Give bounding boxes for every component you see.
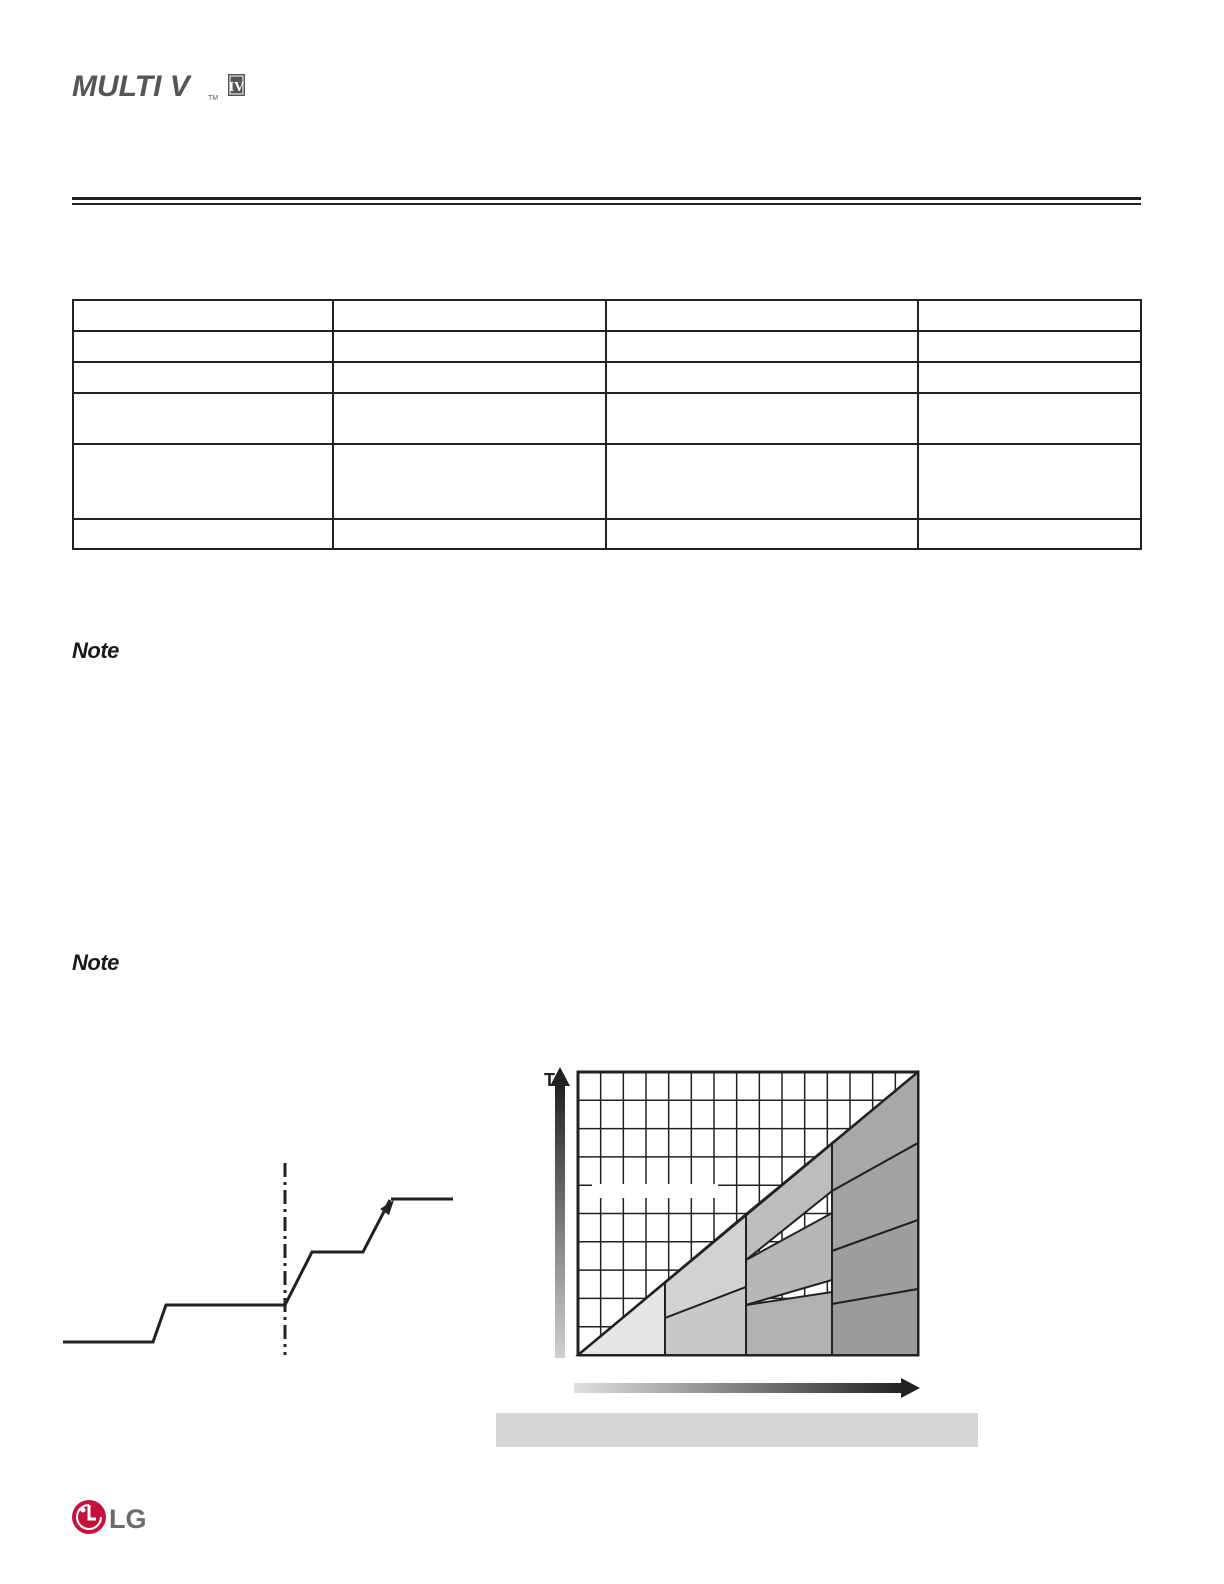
table-cell <box>73 331 333 362</box>
capacity-chart <box>490 1060 990 1405</box>
note-label: Note <box>72 950 119 975</box>
brand-name: MULTI V <box>72 70 190 103</box>
y-axis-arrow <box>555 1085 565 1358</box>
label-mask <box>592 1184 718 1198</box>
table-row <box>73 393 1141 444</box>
table-row <box>73 331 1141 362</box>
table-cell <box>333 300 606 331</box>
table-cell <box>606 300 918 331</box>
table-row <box>73 362 1141 393</box>
brand-generation: IV <box>228 80 245 95</box>
table-cell <box>333 393 606 444</box>
header-rule <box>72 197 1141 206</box>
y-axis-symbol: T <box>544 1070 555 1090</box>
table-cell <box>606 393 918 444</box>
x-axis-arrow <box>574 1383 904 1393</box>
multi-v-logo <box>70 64 250 104</box>
table-cell <box>606 444 918 519</box>
table-row <box>73 444 1141 519</box>
table-cell <box>73 444 333 519</box>
table-cell <box>606 362 918 393</box>
table-cell <box>73 393 333 444</box>
table-cell <box>73 519 333 549</box>
table-cell <box>918 393 1141 444</box>
table-cell <box>73 300 333 331</box>
table-cell <box>918 519 1141 549</box>
table-cell <box>333 362 606 393</box>
right-arrow-icon <box>901 1378 920 1398</box>
step-curve <box>63 1200 390 1342</box>
table-cell <box>606 519 918 549</box>
brand-trademark: TM <box>208 95 219 102</box>
table-cell <box>918 300 1141 331</box>
table-cell <box>333 519 606 549</box>
step-diagram <box>60 1155 460 1365</box>
lg-logo <box>70 1497 160 1537</box>
table-cell <box>918 444 1141 519</box>
table-cell <box>606 331 918 362</box>
note-label: Note <box>72 638 119 663</box>
table-row <box>73 519 1141 549</box>
table-cell <box>333 444 606 519</box>
chart-caption-bar <box>496 1413 978 1447</box>
lg-wordmark: LG <box>109 1504 147 1534</box>
table-cell <box>73 362 333 393</box>
table-row <box>73 300 1141 331</box>
table-cell <box>918 362 1141 393</box>
spec-table <box>72 299 1142 550</box>
table-cell <box>333 331 606 362</box>
table-cell <box>918 331 1141 362</box>
